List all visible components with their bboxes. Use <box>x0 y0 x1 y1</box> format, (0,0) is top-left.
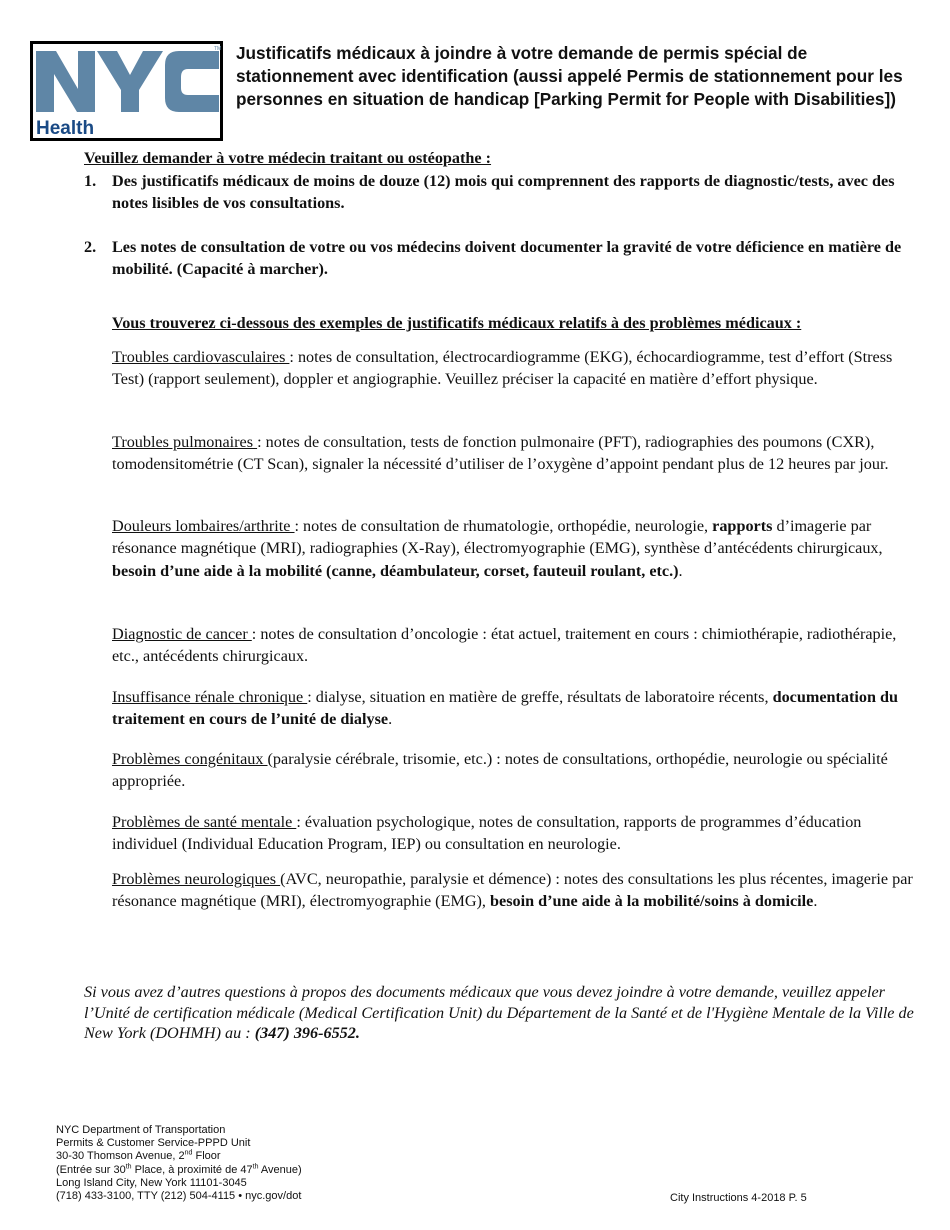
condition-mental-health <box>112 811 917 856</box>
page-reference: City Instructions 4-2018 P. 5 <box>670 1192 807 1204</box>
condition-label: Troubles pulmonaires <box>112 433 258 451</box>
contact-note-text: Si vous avez d’autres questions à propos des documents médicaux que vous devez joindre à votre demande, veuillez appeler l’Unité de certification médicale (Medical Certification Unit) du Département de la Santé et de l'Hygiène Mentale de la Ville de New York (DOHMH) au : <box>84 983 914 1042</box>
condition-text: : notes de consultation, électrocardiogramme (EKG), échocardiogramme, test d’effort (Stress Test) (rapport seulement), doppler et angiographie. Veuillez préciser la capacité en matière d’effort physique. <box>112 348 893 389</box>
condition-renal <box>112 686 917 731</box>
condition-text-end: . <box>813 892 818 911</box>
condition-label: Problèmes de santé mentale <box>112 813 297 831</box>
nyc-health-logo <box>30 41 223 141</box>
item-text: Les notes de consultation de votre ou vos médecins doivent documenter la gravité de votre déficience en matière de mobilité. (Capacité à marcher). <box>112 238 902 278</box>
condition-text: : évaluation psychologique, notes de consultation, rapports de programmes d’éducation individuel (Individual Education Program, IEP) ou consultation en neurologie. <box>112 813 862 854</box>
logo-health-label: Health <box>36 118 95 139</box>
condition-back-arthritis <box>112 515 917 582</box>
document-title: Justificatifs médicaux à joindre à votre demande de permis spécial de stationnement avec identification (aussi appelé Permis de stationnement pour les personnes en situation de handicap [Parking Permit for People with Disabilities]) <box>236 43 903 109</box>
condition-bold-text: besoin d’une aide à la mobilité/soins à domicile <box>490 892 814 911</box>
nyc-logo-graphic <box>33 44 220 138</box>
address-line: Long Island City, New York 11101-3045 <box>56 1176 247 1189</box>
address-line: Permits & Customer Service-PPPD Unit <box>56 1137 251 1150</box>
condition-text: (paralysie cérébrale, trisomie, etc.) : notes de consultations, orthopédie, neurologie ou spécialité appropriée. <box>112 750 888 791</box>
item-number: 2. <box>84 238 97 256</box>
condition-cardiovascular <box>112 346 917 391</box>
condition-text: : notes de consultation d’oncologie : état actuel, traitement en cours : chimiothérapie, radiothérapie, etc., antécédents chirurgicaux. <box>112 625 897 666</box>
condition-neurological <box>112 868 917 913</box>
condition-bold-text: documentation du traitement en cours de l’unité de dialyse <box>112 688 899 729</box>
contact-phone: (347) 396-6552. <box>254 1024 360 1042</box>
address-line: 30-30 Thomson Avenue, 2nd Floor <box>56 1149 221 1163</box>
contact-note <box>84 982 924 1044</box>
logo-letter-c <box>165 51 219 112</box>
logo-letter-y <box>97 51 163 112</box>
logo-letter-n <box>36 51 95 112</box>
condition-label: Problèmes neurologiques <box>112 870 281 888</box>
address-line: NYC Department of Transportation <box>56 1124 226 1136</box>
item-number: 1. <box>84 172 97 190</box>
condition-text: d’imagerie par résonance magnétique (MRI), radiographies (X-Ray), électromyographie (EMG), synthèse d’antécédents chirurgicaux, <box>112 517 883 558</box>
condition-text: : notes de consultation, tests de fonction pulmonaire (PFT), radiographies des poumons (CXR), tomodensitométrie (CT Scan), signaler la nécessité d’utiliser de l’oxygène d’appoint pendant plus de 12 heures par jour. <box>112 433 889 474</box>
numbered-item-1 <box>84 170 919 214</box>
item-text: Des justificatifs médicaux de moins de douze (12) mois qui comprennent des rapports de diagnostic/tests, avec des notes lisibles de vos consultations. <box>112 172 895 212</box>
condition-label: Problèmes congénitaux <box>112 750 268 768</box>
condition-label: Diagnostic de cancer <box>112 625 252 643</box>
condition-text: (AVC, neuropathie, paralysie et démence) : notes des consultations les plus récentes, imagerie par résonance magnétique (MRI), électromyographie (EMG), <box>112 870 913 911</box>
condition-text-end: . <box>388 710 393 729</box>
logo-tm: TM <box>214 46 222 52</box>
condition-label: Insuffisance rénale chronique <box>112 688 308 706</box>
condition-pulmonary <box>112 431 917 476</box>
condition-label: Douleurs lombaires/arthrite <box>112 517 295 535</box>
condition-text: : notes de consultation de rhumatologie, orthopédie, neurologie, <box>294 517 713 535</box>
condition-text-end: . <box>678 561 683 580</box>
numbered-item-2 <box>84 236 919 280</box>
address-line: (Entrée sur 30th Place, à proximité de 47th Avenue) <box>56 1162 302 1176</box>
intro-heading: Veuillez demander à votre médecin traitant ou ostéopathe : <box>84 149 492 167</box>
condition-bold-text: besoin d’une aide à la mobilité (canne, déambulateur, corset, fauteuil roulant, etc.) <box>112 561 679 580</box>
examples-heading: Vous trouverez ci-dessous des exemples de justificatifs médicaux relatifs à des problèmes médicaux : <box>112 314 802 332</box>
dot-address-block <box>56 1124 302 1203</box>
condition-label: Troubles cardiovasculaires <box>112 348 290 366</box>
address-contact-line: (718) 433-3100, TTY (212) 504-4115 • nyc.gov/dot <box>56 1190 302 1203</box>
condition-congenital <box>112 748 917 793</box>
condition-bold-text: rapports <box>712 517 773 535</box>
condition-cancer <box>112 623 917 668</box>
condition-text: : dialyse, situation en matière de greffe, résultats de laboratoire récents, <box>307 688 773 706</box>
